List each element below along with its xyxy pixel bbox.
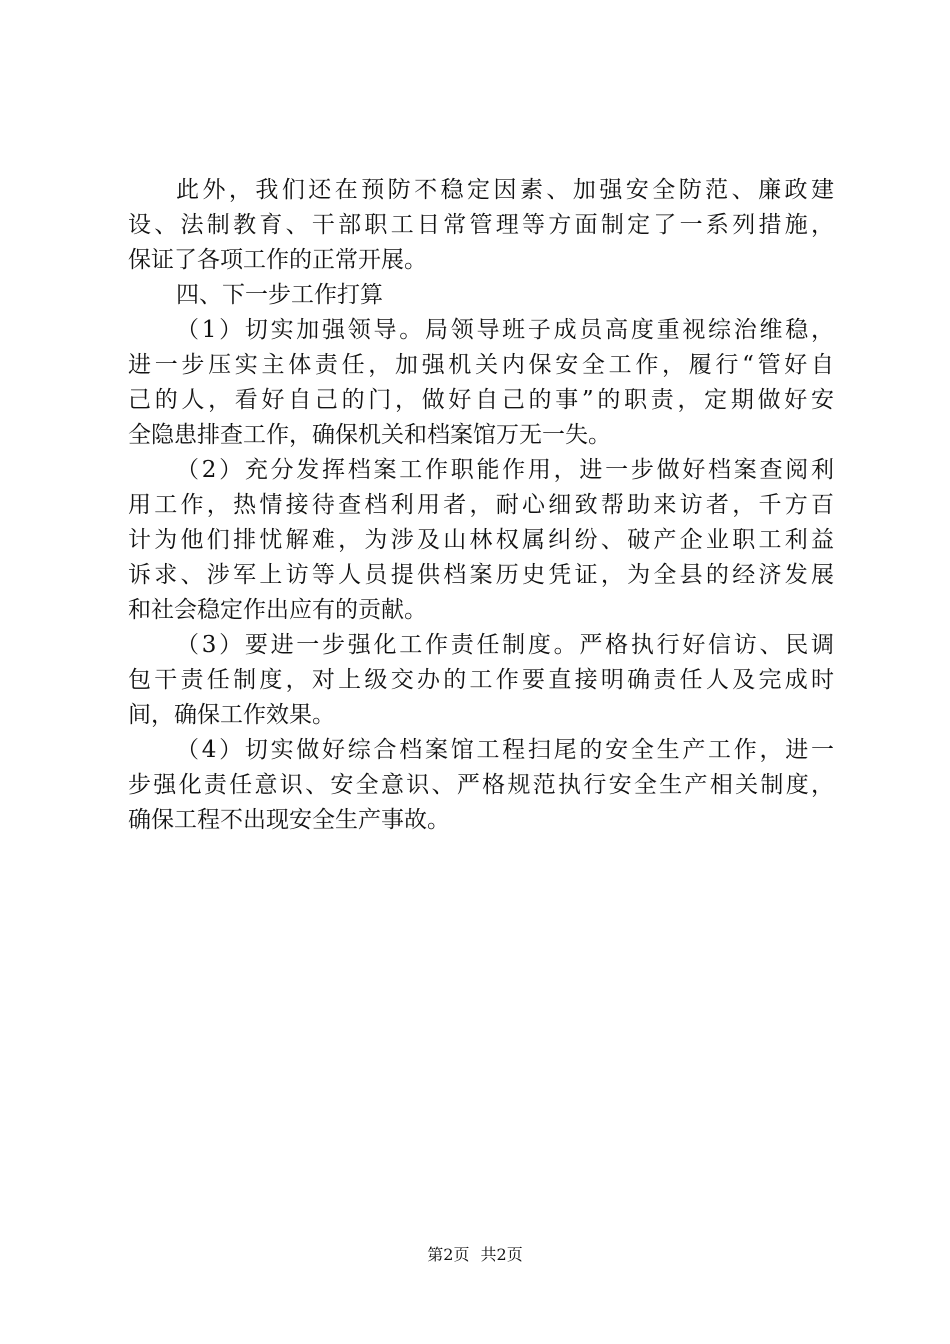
text-line: （3）要进一步强化工作责任制度。严格执行好信访、民调 bbox=[176, 632, 834, 658]
paragraph-item-1 bbox=[128, 313, 834, 453]
paragraph-item-2 bbox=[128, 453, 834, 628]
text-line: 计为他们排忧解难，为涉及山林权属纠纷、破产企业职工利益 bbox=[128, 527, 834, 553]
text-line: 确保工程不出现安全生产事故。 bbox=[128, 807, 450, 833]
text-line: 诉求、涉军上访等人员提供档案历史凭证，为全县的经济发展 bbox=[128, 562, 834, 588]
page-number: 第2页 bbox=[427, 1245, 470, 1264]
text-line: 设、法制教育、干部职工日常管理等方面制定了一系列措施， bbox=[128, 212, 834, 238]
text-line: 进一步压实主体责任，加强机关内保安全工作，履行“管好自 bbox=[128, 352, 834, 378]
page-footer bbox=[0, 1244, 950, 1266]
text-line: （1）切实加强领导。局领导班子成员高度重视综治维稳， bbox=[176, 317, 834, 343]
text-line: 保证了各项工作的正常开展。 bbox=[128, 247, 427, 273]
text-line: 包干责任制度，对上级交办的工作要直接明确责任人及完成时 bbox=[128, 667, 834, 693]
paragraph-measures-summary bbox=[128, 173, 834, 278]
section-heading: 四、下一步工作打算 bbox=[176, 282, 383, 308]
text-line: （2）充分发挥档案工作职能作用，进一步做好档案查阅利 bbox=[176, 457, 834, 483]
text-line: 用工作，热情接待查档利用者，耐心细致帮助来访者，千方百 bbox=[128, 492, 834, 518]
document-body bbox=[128, 173, 834, 838]
text-line: 己的人，看好自己的门，做好自己的事”的职责，定期做好安 bbox=[128, 387, 834, 413]
text-line: 步强化责任意识、安全意识、严格规范执行安全生产相关制度， bbox=[128, 772, 834, 798]
text-line: 间，确保工作效果。 bbox=[128, 702, 335, 728]
text-line: 此外，我们还在预防不稳定因素、加强安全防范、廉政建 bbox=[176, 177, 834, 203]
text-line: （4）切实做好综合档案馆工程扫尾的安全生产工作，进一 bbox=[176, 737, 834, 763]
text-line: 和社会稳定作出应有的贡献。 bbox=[128, 597, 427, 623]
text-line: 全隐患排查工作，确保机关和档案馆万无一失。 bbox=[128, 422, 611, 448]
paragraph-item-4 bbox=[128, 733, 834, 838]
paragraph-item-3 bbox=[128, 628, 834, 733]
section-heading-next-steps bbox=[128, 278, 834, 313]
page-total: 共2页 bbox=[480, 1245, 523, 1264]
